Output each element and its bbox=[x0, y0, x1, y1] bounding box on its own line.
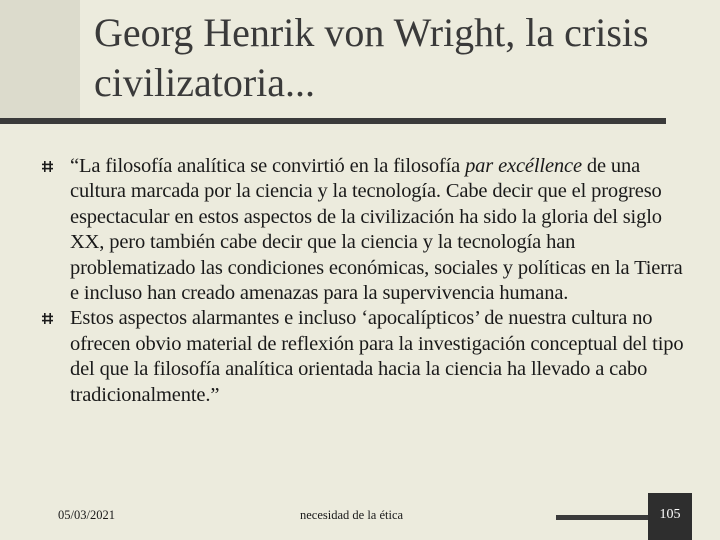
bullet-emphasis: par excéllence bbox=[465, 155, 582, 177]
slide-content bbox=[42, 154, 692, 408]
hash-bullet-icon bbox=[42, 161, 53, 172]
page-number-box bbox=[648, 493, 692, 540]
page-number: 105 bbox=[659, 507, 681, 522]
hash-bullet-icon bbox=[42, 313, 53, 324]
bullet-item-1 bbox=[42, 154, 692, 306]
bullet-item-2 bbox=[42, 306, 692, 408]
bullet-text: Estos aspectos alarmantes e incluso ‘apocalípticos’ de nuestra cultura no ofrecen obvio material de reflexión para la investigación conceptual del tipo del que la filosofía analítica orientada hacia la ciencia ha llevado a cabo tradicionalmente.” bbox=[70, 307, 684, 406]
bullet-text-after: de una cultura marcada por la ciencia y la tecnología. Cabe decir que el progreso espectacular en estos aspectos de la civilización ha sido la gloria del siglo XX, pero también cabe decir que la ciencia y la tecnología han problematizado las condiciones económicas, sociales y políticas en la Tierra e incluso han creado amenazas para la supervivencia humana. bbox=[70, 155, 683, 305]
bullet-text-before: “La filosofía analítica se convirtió en la filosofía bbox=[70, 155, 466, 177]
footer-date: 05/03/2021 bbox=[58, 508, 115, 522]
title-side-panel bbox=[0, 0, 80, 120]
title-underline bbox=[0, 118, 666, 124]
footer-center-text: necesidad de la ética bbox=[300, 508, 404, 522]
slide-title: Georg Henrik von Wright, la crisis civilizatoria... bbox=[94, 10, 649, 105]
footer-rule bbox=[556, 515, 654, 520]
